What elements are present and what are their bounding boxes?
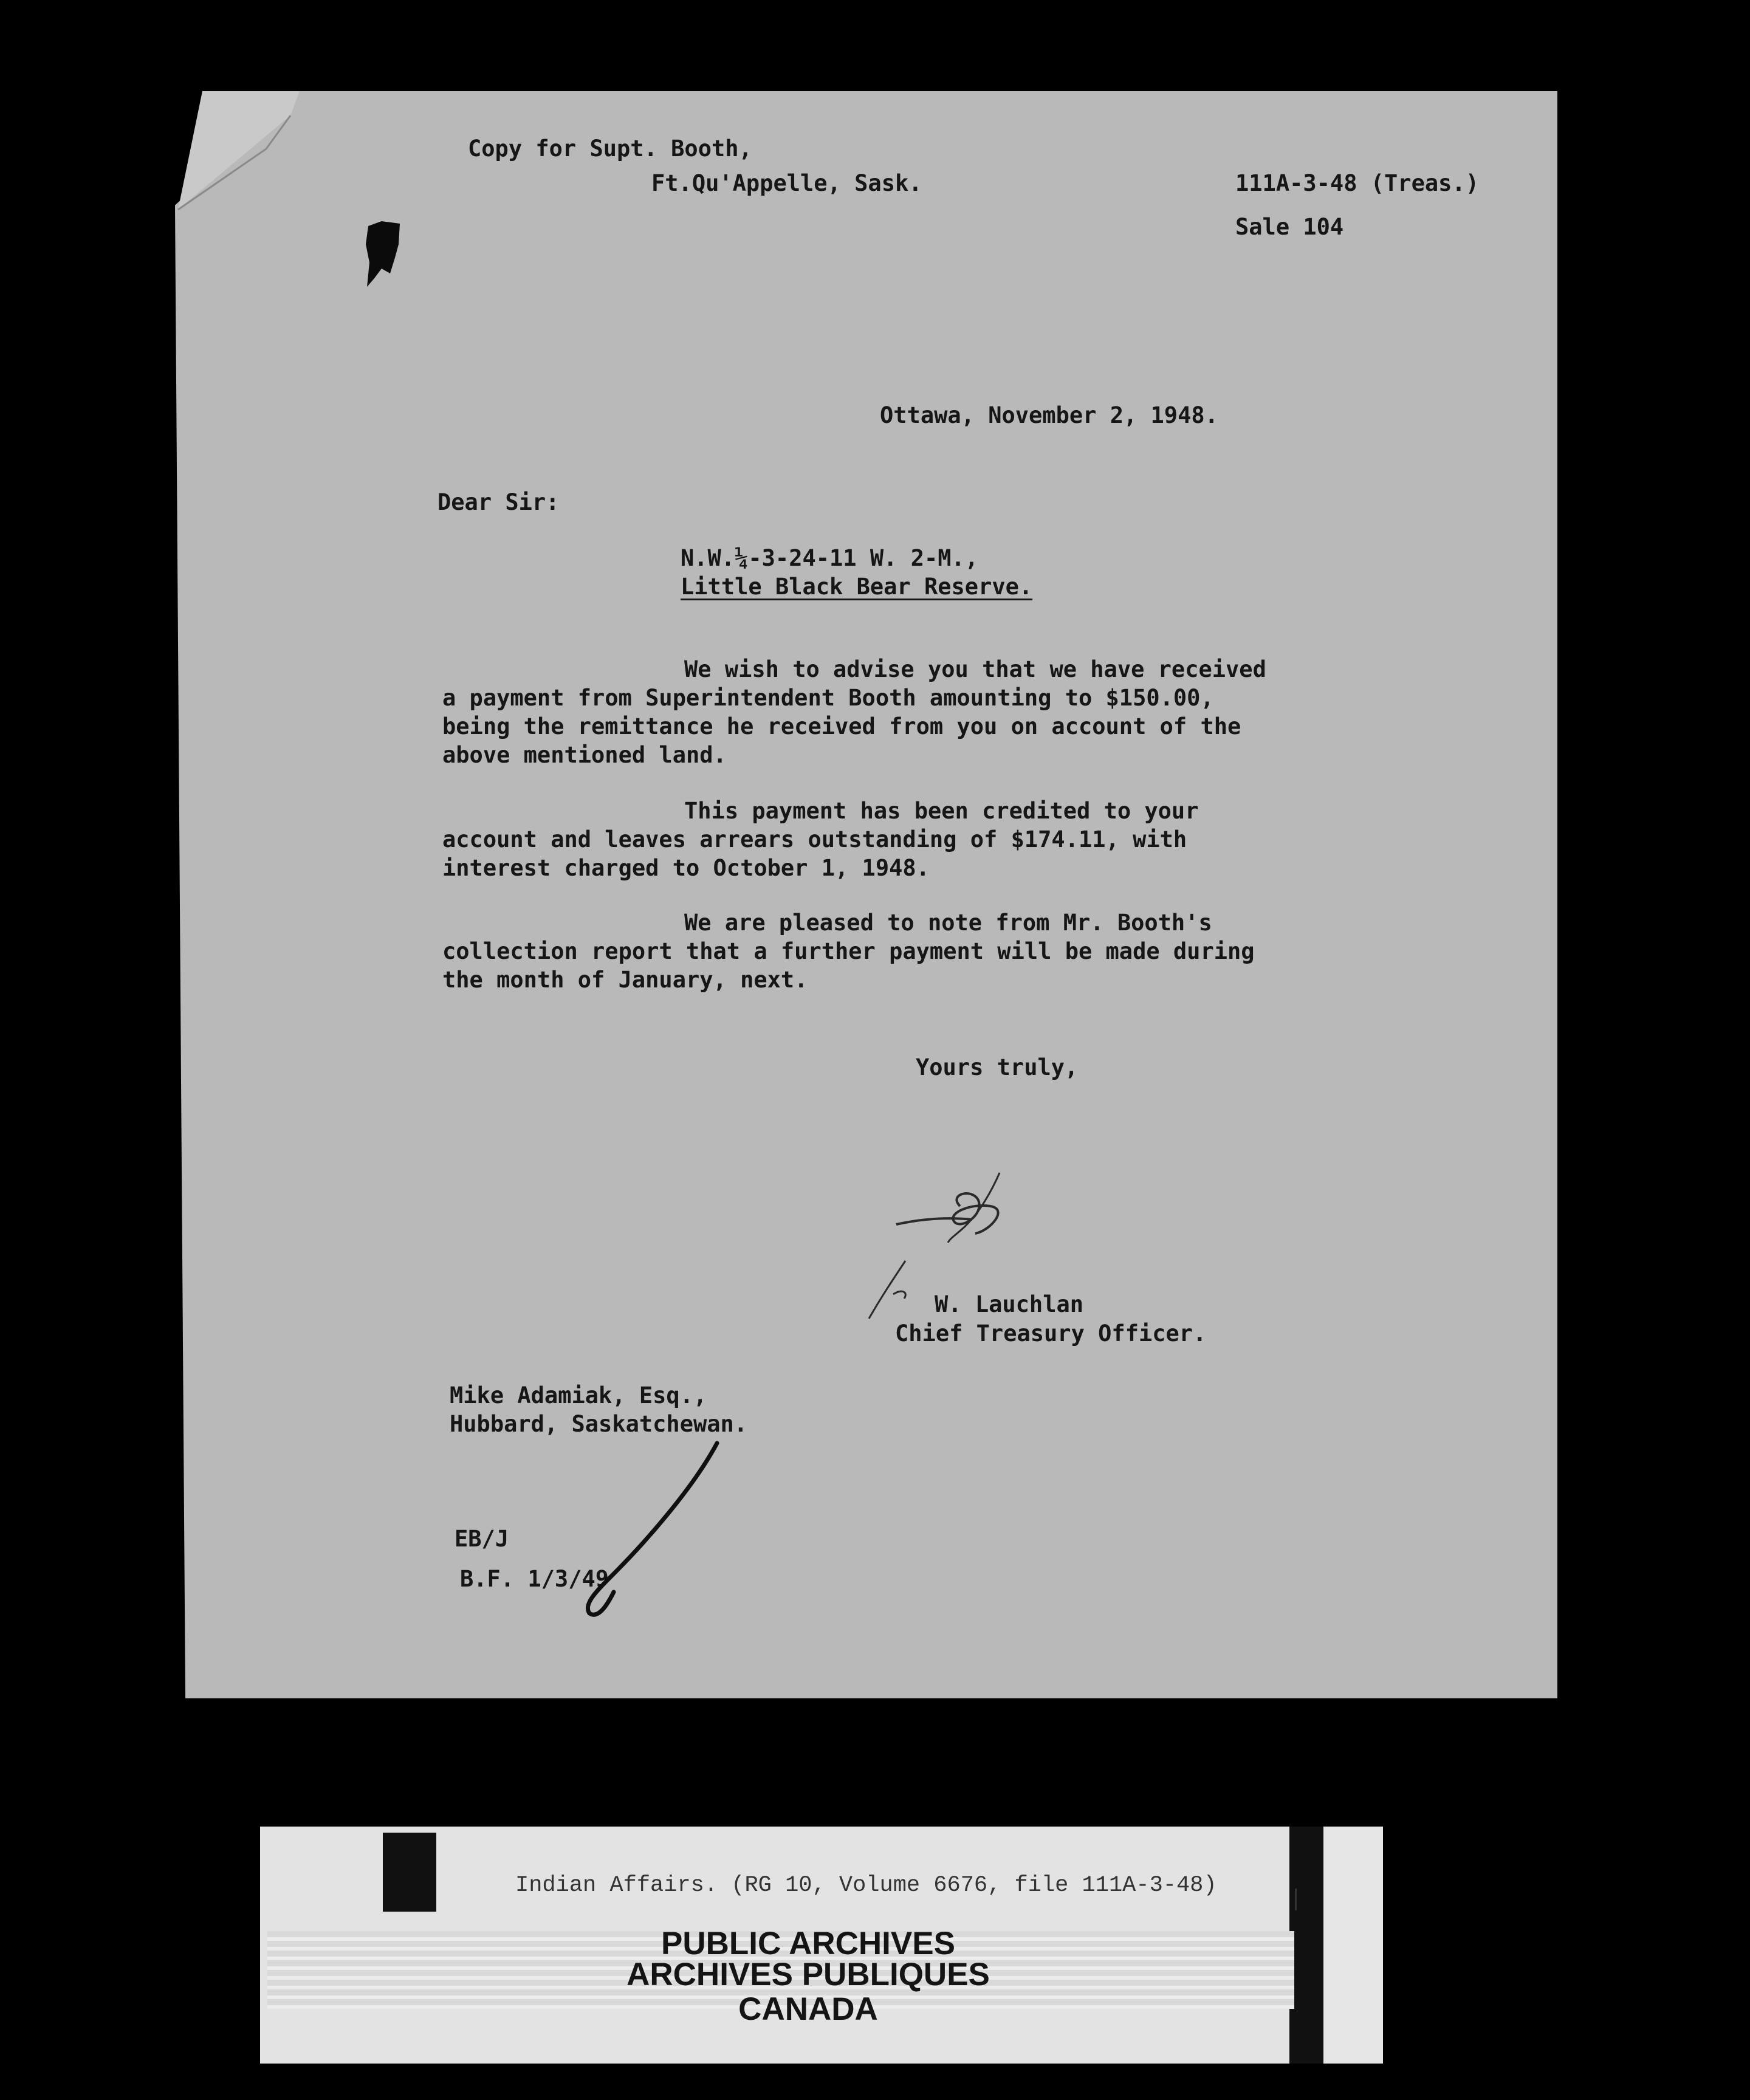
letter-sheet (175, 91, 1557, 1698)
archive-title-line-1: PUBLIC ARCHIVES (661, 1926, 955, 1961)
paragraph-1-line-1: We wish to advise you that we have received (684, 656, 1266, 682)
addressee-line-2: Hubbard, Saskatchewan. (450, 1411, 748, 1437)
copy-line-1: Copy for Supt. Booth, (468, 136, 752, 162)
paragraph-2-line-2: account and leaves arrears outstanding of $174.11, with (442, 826, 1187, 853)
subject-line-2: Little Black Bear Reserve. (681, 574, 1033, 600)
signer-title: Chief Treasury Officer. (895, 1320, 1207, 1347)
paragraph-1-line-4: above mentioned land. (442, 742, 727, 768)
folded-corner (175, 91, 303, 213)
paragraph-3-line-3: the month of January, next. (442, 967, 808, 993)
salutation: Dear Sir: (437, 489, 560, 515)
date-line: Ottawa, November 2, 1948. (880, 402, 1218, 428)
closing: Yours truly, (916, 1054, 1079, 1080)
paragraph-3-line-1: We are pleased to note from Mr. Booth's (684, 910, 1212, 936)
subject-line-1: N.W.¼-3-24-11 W. 2-M., (681, 545, 979, 571)
card-mark (1295, 1889, 1297, 1910)
signer-name: W. Lauchlan (935, 1291, 1084, 1317)
card-right-strip (1323, 1827, 1383, 2064)
typist-initials: EB/J (455, 1526, 509, 1552)
paragraph-2-line-3: interest charged to October 1, 1948. (442, 855, 930, 881)
paragraph-1-line-2: a payment from Superintendent Booth amounting to $150.00, (442, 685, 1214, 711)
bring-forward-note: B.F. 1/3/49 (460, 1566, 609, 1592)
file-reference: 111A-3-48 (Treas.) (1235, 170, 1479, 196)
card-tab (383, 1833, 436, 1912)
paragraph-2-line-1: This payment has been credited to your (684, 798, 1199, 824)
punch-mark (363, 220, 401, 287)
addressee-line-1: Mike Adamiak, Esq., (450, 1382, 707, 1409)
archive-citation: Indian Affairs. (RG 10, Volume 6676, file 111A-3-48) (515, 1873, 1217, 1898)
archive-title-line-2: ARCHIVES PUBLIQUES (626, 1957, 990, 1992)
sale-reference: Sale 104 (1235, 214, 1344, 240)
pen-stroke (571, 1440, 729, 1622)
paragraph-1-line-3: being the remittance he received from you on account of the (442, 713, 1241, 739)
card-notch (1289, 1827, 1323, 2064)
copy-line-2: Ft.Qu'Appelle, Sask. (651, 170, 922, 196)
archive-title-line-3: CANADA (738, 1991, 878, 2027)
paragraph-3-line-2: collection report that a further payment will be made during (442, 938, 1255, 964)
